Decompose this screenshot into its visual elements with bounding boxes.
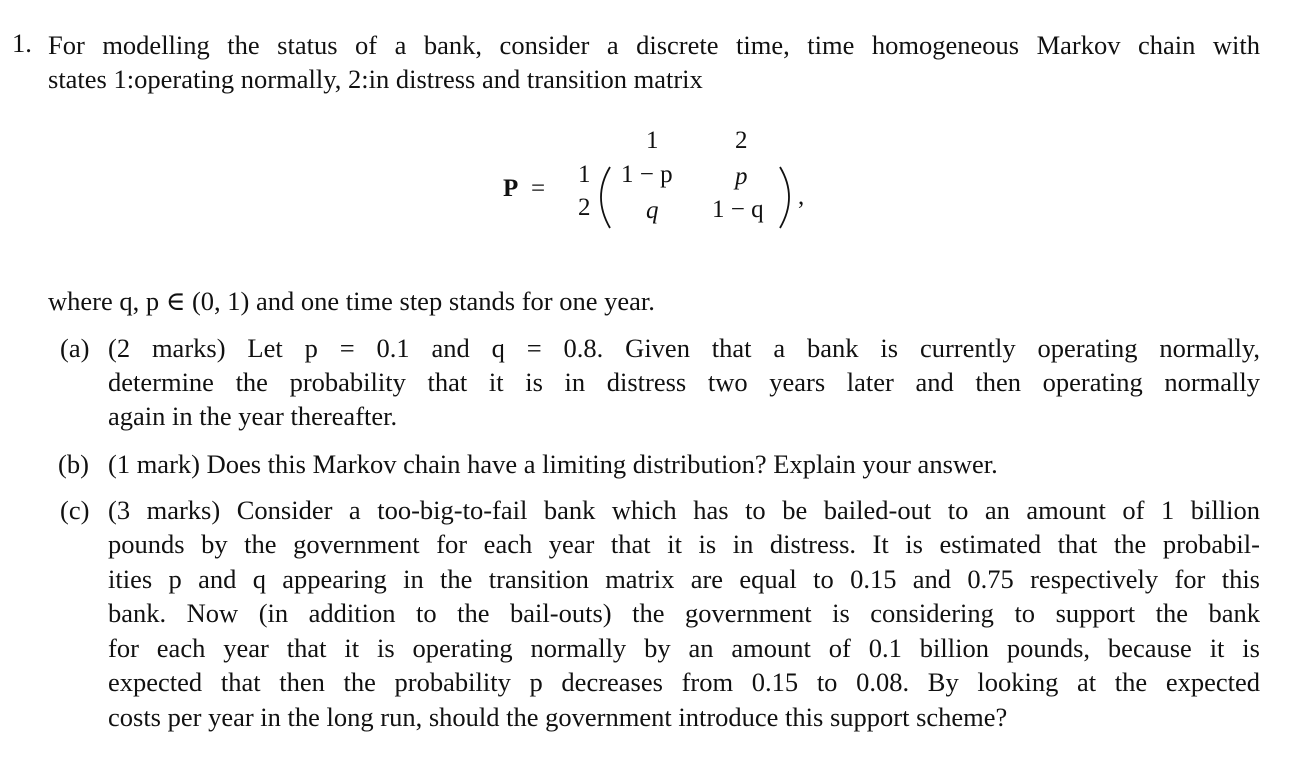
part-a-line-2: determine the probability that it is in distress two years later and then operating normally xyxy=(108,367,1260,397)
matrix-col-header-1: 1 xyxy=(646,127,659,154)
matrix-col-header-2: 2 xyxy=(735,127,748,154)
question-number: 1. xyxy=(12,28,32,58)
transition-matrix xyxy=(0,0,1305,260)
matrix-right-paren xyxy=(780,167,789,228)
matrix-cell-1-1: 1 − p xyxy=(621,161,673,188)
intro-line-1: For modelling the status of a bank, consider a discrete time, time homogeneous Markov chain with xyxy=(48,30,1260,60)
part-b-line-1: (1 mark) Does this Markov chain have a limiting distribution? Explain your answer. xyxy=(108,449,998,479)
matrix-cell-2-2: 1 − q xyxy=(712,196,764,223)
part-c-line-6: expected that then the probability p decreases from 0.15 to 0.08. By looking at the expected xyxy=(108,667,1260,697)
part-a-line-1: (2 marks) Let p = 0.1 and q = 0.8. Given that a bank is currently operating normally, xyxy=(108,333,1260,363)
matrix-cell-1-2: p xyxy=(735,163,748,190)
part-a-label: (a) xyxy=(60,333,90,363)
part-c-line-5: for each year that it is operating normally by an amount of 0.1 billion pounds, because it is xyxy=(108,633,1260,663)
matrix-trailing-comma: , xyxy=(798,183,805,210)
matrix-left-paren xyxy=(601,167,610,228)
part-b-label: (b) xyxy=(58,449,89,479)
part-a-line-3: again in the year thereafter. xyxy=(108,401,398,431)
matrix-equals: = xyxy=(531,175,546,202)
part-c-line-4: bank. Now (in addition to the bail-outs) the government is considering to support the bank xyxy=(108,598,1260,628)
part-c-line-1: (3 marks) Consider a too-big-to-fail bank which has to be bailed-out to an amount of 1 billion xyxy=(108,495,1260,525)
intro-line-2: states 1:operating normally, 2:in distress and transition matrix xyxy=(48,64,703,94)
matrix-symbol: P xyxy=(503,175,519,202)
matrix-row-header-1: 1 xyxy=(578,161,591,188)
part-c-line-7: costs per year in the long run, should the government introduce this support scheme? xyxy=(108,702,1008,732)
part-c-line-2: pounds by the government for each year that it is in distress. It is estimated that the probabil- xyxy=(108,529,1260,559)
part-c-line-3: ities p and q appearing in the transition matrix are equal to 0.15 and 0.75 respectively for this xyxy=(108,564,1260,594)
where-line: where q, p ∈ (0, 1) and one time step stands for one year. xyxy=(48,286,655,316)
matrix-row-header-2: 2 xyxy=(578,194,591,221)
part-c-label: (c) xyxy=(60,495,90,525)
matrix-cell-2-1: q xyxy=(646,197,659,224)
